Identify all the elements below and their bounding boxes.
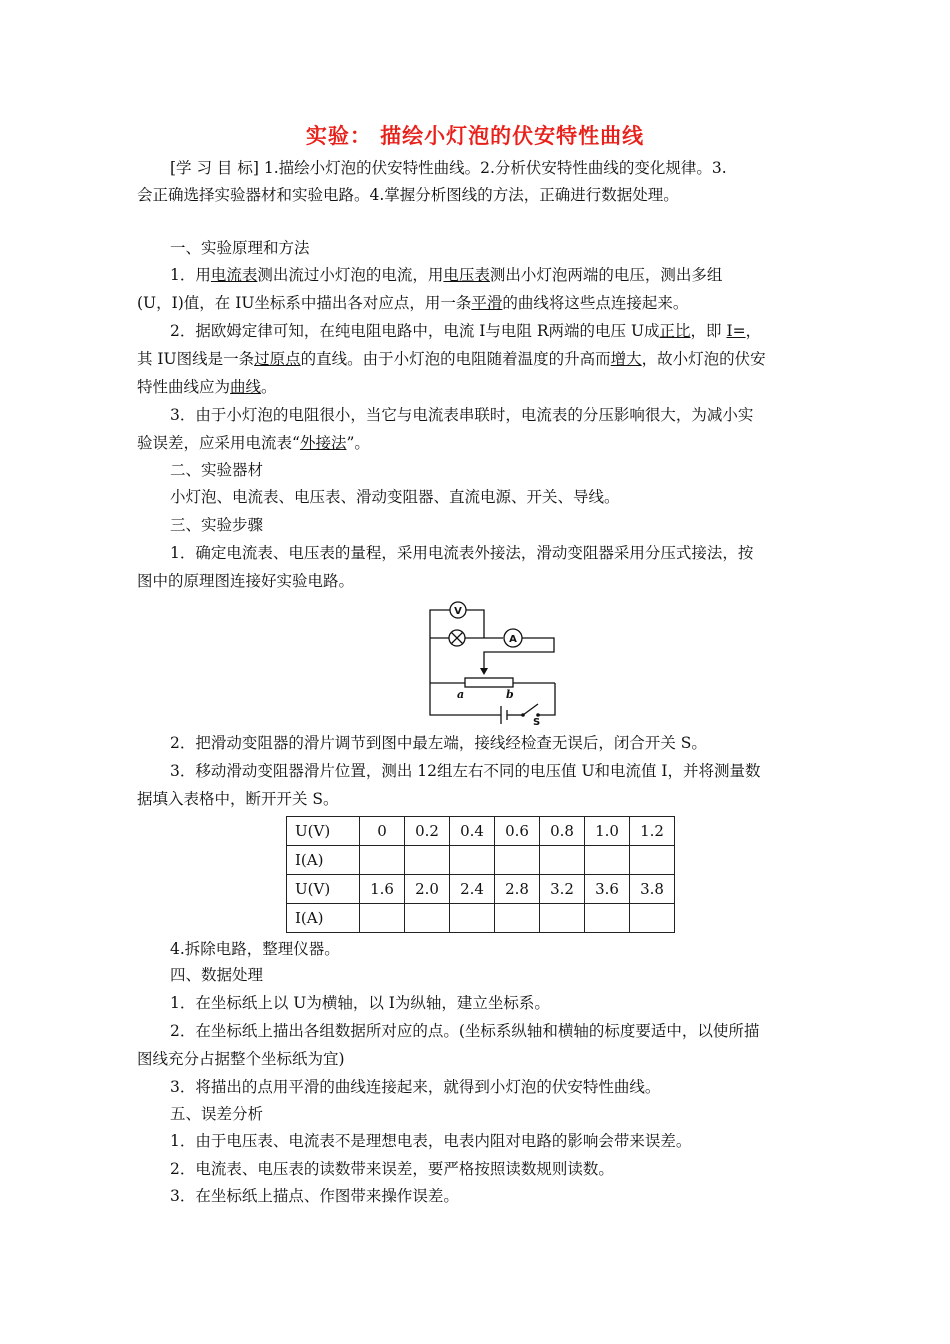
paragraph-line: 3．在坐标纸上描点、作图带来操作误差。: [170, 1187, 459, 1205]
rheostat-end-a: a: [457, 688, 465, 701]
rheostat-icon: [465, 678, 513, 687]
circuit-diagram: [425, 600, 565, 725]
section-heading: 三、实验步骤: [170, 516, 264, 534]
paragraph-line: 4.拆除电路，整理仪器。: [170, 940, 340, 958]
voltmeter-label: V: [454, 606, 462, 617]
table-row: U(V) 0 0.2 0.4 0.6 0.8 1.0 1.2: [287, 817, 675, 846]
switch-label: S: [533, 717, 541, 725]
paragraph-line: 3．移动滑动变阻器滑片位置，测出 12组左右不同的电压值 U和电流值 I，并将测量数: [170, 762, 761, 780]
paragraph-line: (U，I)值，在 IU坐标系中描出各对应点，用一条平滑的曲线将这些点连接起来。: [137, 294, 689, 312]
paragraph-line: 3．将描出的点用平滑的曲线连接起来，就得到小灯泡的伏安特性曲线。: [170, 1078, 661, 1096]
table-row: U(V) 1.6 2.0 2.4 2.8 3.2 3.6 3.8: [287, 875, 675, 904]
paragraph-line: 其 IU图线是一条过原点的直线。由于小灯泡的电阻随着温度的升高而增大，故小灯泡的伏安: [137, 350, 766, 368]
objectives-line-1: [学 习 目 标] 1.描绘小灯泡的伏安特性曲线。2.分析伏安特性曲线的变化规律。3.: [170, 159, 727, 177]
ammeter-label: A: [509, 634, 517, 645]
table-row: I(A): [287, 846, 675, 875]
paragraph-line: 1．由于电压表、电流表不是理想电表，电表内阻对电路的影响会带来误差。: [170, 1132, 692, 1150]
paragraph-line: 1．确定电流表、电压表的量程，采用电流表外接法，滑动变阻器采用分压式接法，按: [170, 544, 754, 562]
objectives-line-2: 会正确选择实验器材和实验电路。4.掌握分析图线的方法，正确进行数据处理。: [137, 186, 679, 204]
paragraph-line: 2．把滑动变阻器的滑片调节到图中最左端，接线经检查无误后，闭合开关 S。: [170, 734, 707, 752]
table-row: I(A): [287, 904, 675, 933]
paragraph-line: 2．电流表、电压表的读数带来误差，要严格按照读数规则读数。: [170, 1160, 614, 1178]
section-heading: 五、误差分析: [170, 1105, 264, 1123]
paragraph-line: 2．据欧姆定律可知，在纯电阻电路中，电流 I与电阻 R两端的电压 U成正比，即 I=，: [170, 322, 762, 340]
paragraph-line: 图中的原理图连接好实验电路。: [137, 572, 355, 590]
section-heading: 四、数据处理: [170, 966, 264, 984]
rheostat-end-b: b: [506, 688, 514, 701]
paragraph-line: 图线充分占据整个坐标纸为宜): [137, 1050, 345, 1068]
paragraph-line: 1．用电流表测出流过小灯泡的电流，用电压表测出小灯泡两端的电压，测出多组: [170, 266, 723, 284]
paragraph-line: 1．在坐标纸上以 U为横轴，以 I为纵轴，建立坐标系。: [170, 994, 550, 1012]
paragraph-line: 据填入表格中，断开开关 S。: [137, 790, 339, 808]
paragraph-line: 3．由于小灯泡的电阻很小，当它与电流表串联时，电流表的分压影响很大，为减小实: [170, 406, 754, 424]
data-table: [286, 816, 675, 933]
objectives-label: [学 习 目 标]: [170, 159, 259, 177]
paragraph-line: 小灯泡、电流表、电压表、滑动变阻器、直流电源、开关、导线。: [170, 488, 620, 506]
paragraph-line: 特性曲线应为曲线。: [137, 378, 277, 396]
paragraph-line: 2．在坐标纸上描出各组数据所对应的点。(坐标系纵轴和横轴的标度要适中，以使所描: [170, 1022, 760, 1040]
section-heading: 二、实验器材: [170, 461, 264, 479]
paragraph-line: 验误差，应采用电流表“外接法”。: [137, 434, 370, 452]
page-title: 实验： 描绘小灯泡的伏安特性曲线: [305, 124, 645, 148]
section-heading: 一、实验原理和方法: [170, 239, 310, 257]
switch-icon: [523, 704, 538, 715]
